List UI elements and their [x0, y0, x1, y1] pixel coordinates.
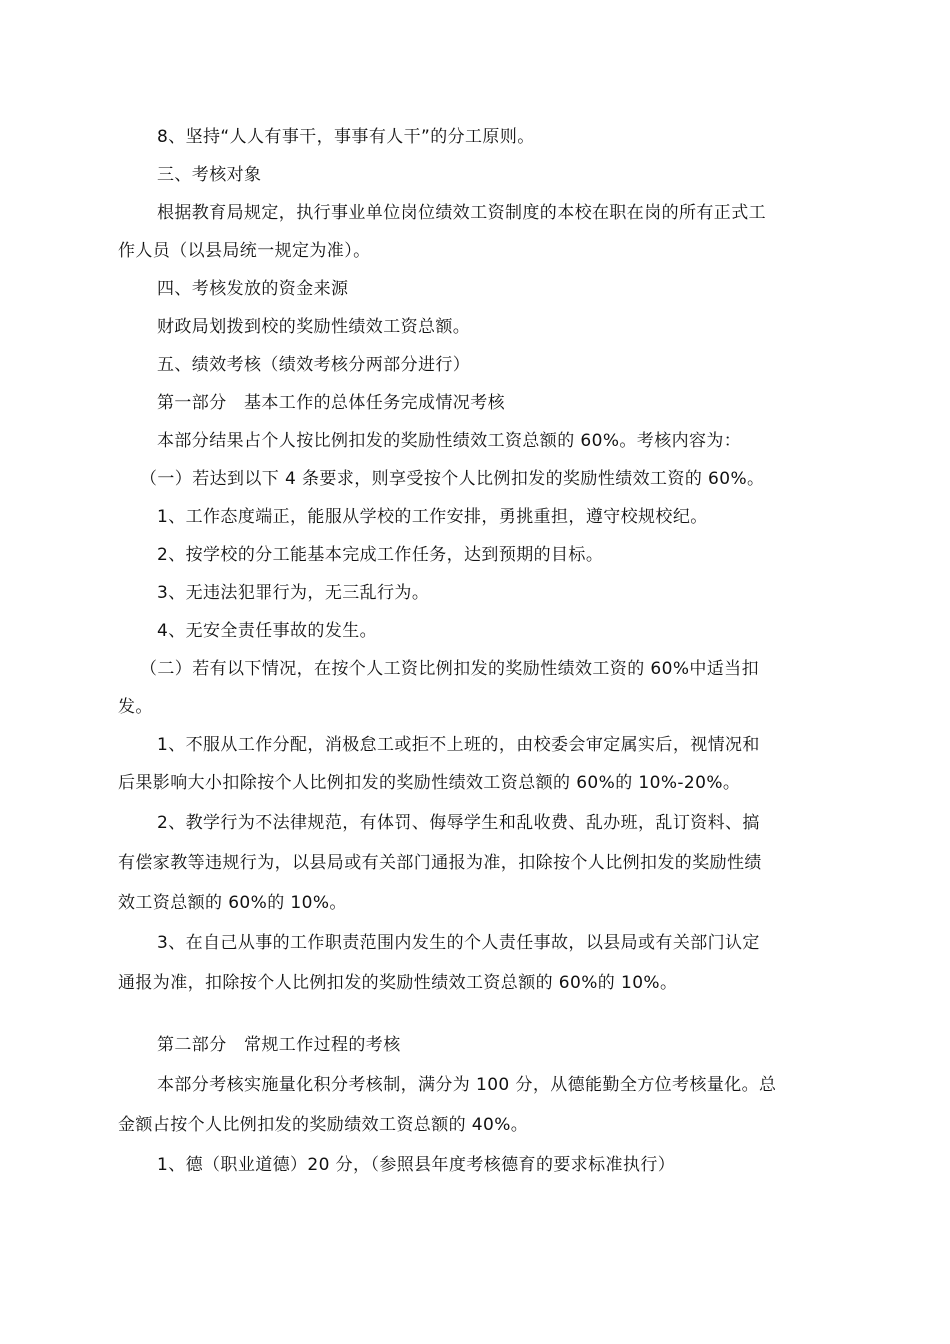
paragraph-line: 通报为准，扣除按个人比例扣发的奖励性绩效工资总额的 60%的 10%。 — [118, 973, 678, 993]
list-item: 4、无安全责任事故的发生。 — [157, 621, 378, 641]
paragraph-line: 财政局划拨到校的奖励性绩效工资总额。 — [157, 317, 471, 337]
subsection-heading: 第二部分 常规工作过程的考核 — [157, 1035, 401, 1055]
list-item: 3、在自己从事的工作职责范围内发生的个人责任事故，以县局或有关部门认定 — [157, 933, 760, 953]
list-item: 1、不服从工作分配，消极怠工或拒不上班的，由校委会审定属实后，视情况和 — [157, 735, 760, 755]
paragraph-line: （一）若达到以下 4 条要求，则享受按个人比例扣发的奖励性绩效工资的 60%。 — [140, 469, 765, 489]
paragraph-line: 本部分结果占个人按比例扣发的奖励性绩效工资总额的 60%。考核内容为： — [157, 431, 742, 451]
list-item: 2、按学校的分工能基本完成工作任务，达到预期的目标。 — [157, 545, 604, 565]
paragraph-line: 本部分考核实施量化积分考核制，满分为 100 分，从德能勤全方位考核量化。总 — [157, 1075, 777, 1095]
paragraph-line: 发。 — [118, 697, 153, 717]
list-item: 1、工作态度端正，能服从学校的工作安排，勇挑重担，遵守校规校纪。 — [157, 507, 708, 527]
paragraph-line: 金额占按个人比例扣发的奖励绩效工资总额的 40%。 — [118, 1115, 529, 1135]
list-item: 1、德（职业道德）20 分，（参照县年度考核德育的要求标准执行） — [157, 1155, 676, 1175]
list-item: 2、教学行为不法律规范，有体罚、侮辱学生和乱收费、乱办班，乱订资料、搞 — [157, 813, 760, 833]
paragraph-line: 效工资总额的 60%的 10%。 — [118, 893, 347, 913]
paragraph-line: （二）若有以下情况，在按个人工资比例扣发的奖励性绩效工资的 60%中适当扣 — [140, 659, 759, 679]
paragraph-line: 8、坚持“人人有事干，事事有人干”的分工原则。 — [157, 127, 535, 147]
section-heading: 三、考核对象 — [157, 165, 262, 185]
paragraph-line: 根据教育局规定，执行事业单位岗位绩效工资制度的本校在职在岗的所有正式工 — [157, 203, 766, 223]
paragraph-line: 作人员（以县局统一规定为准）。 — [118, 241, 371, 261]
section-heading: 五、绩效考核（绩效考核分两部分进行） — [157, 355, 471, 375]
section-heading: 四、考核发放的资金来源 — [157, 279, 349, 299]
paragraph-line: 有偿家教等违规行为，以县局或有关部门通报为准，扣除按个人比例扣发的奖励性绩 — [118, 853, 762, 873]
subsection-heading: 第一部分 基本工作的总体任务完成情况考核 — [157, 393, 505, 413]
list-item: 3、无违法犯罪行为，无三乱行为。 — [157, 583, 430, 603]
paragraph-line: 后果影响大小扣除按个人比例扣发的奖励性绩效工资总额的 60%的 10%-20%。 — [118, 773, 741, 793]
